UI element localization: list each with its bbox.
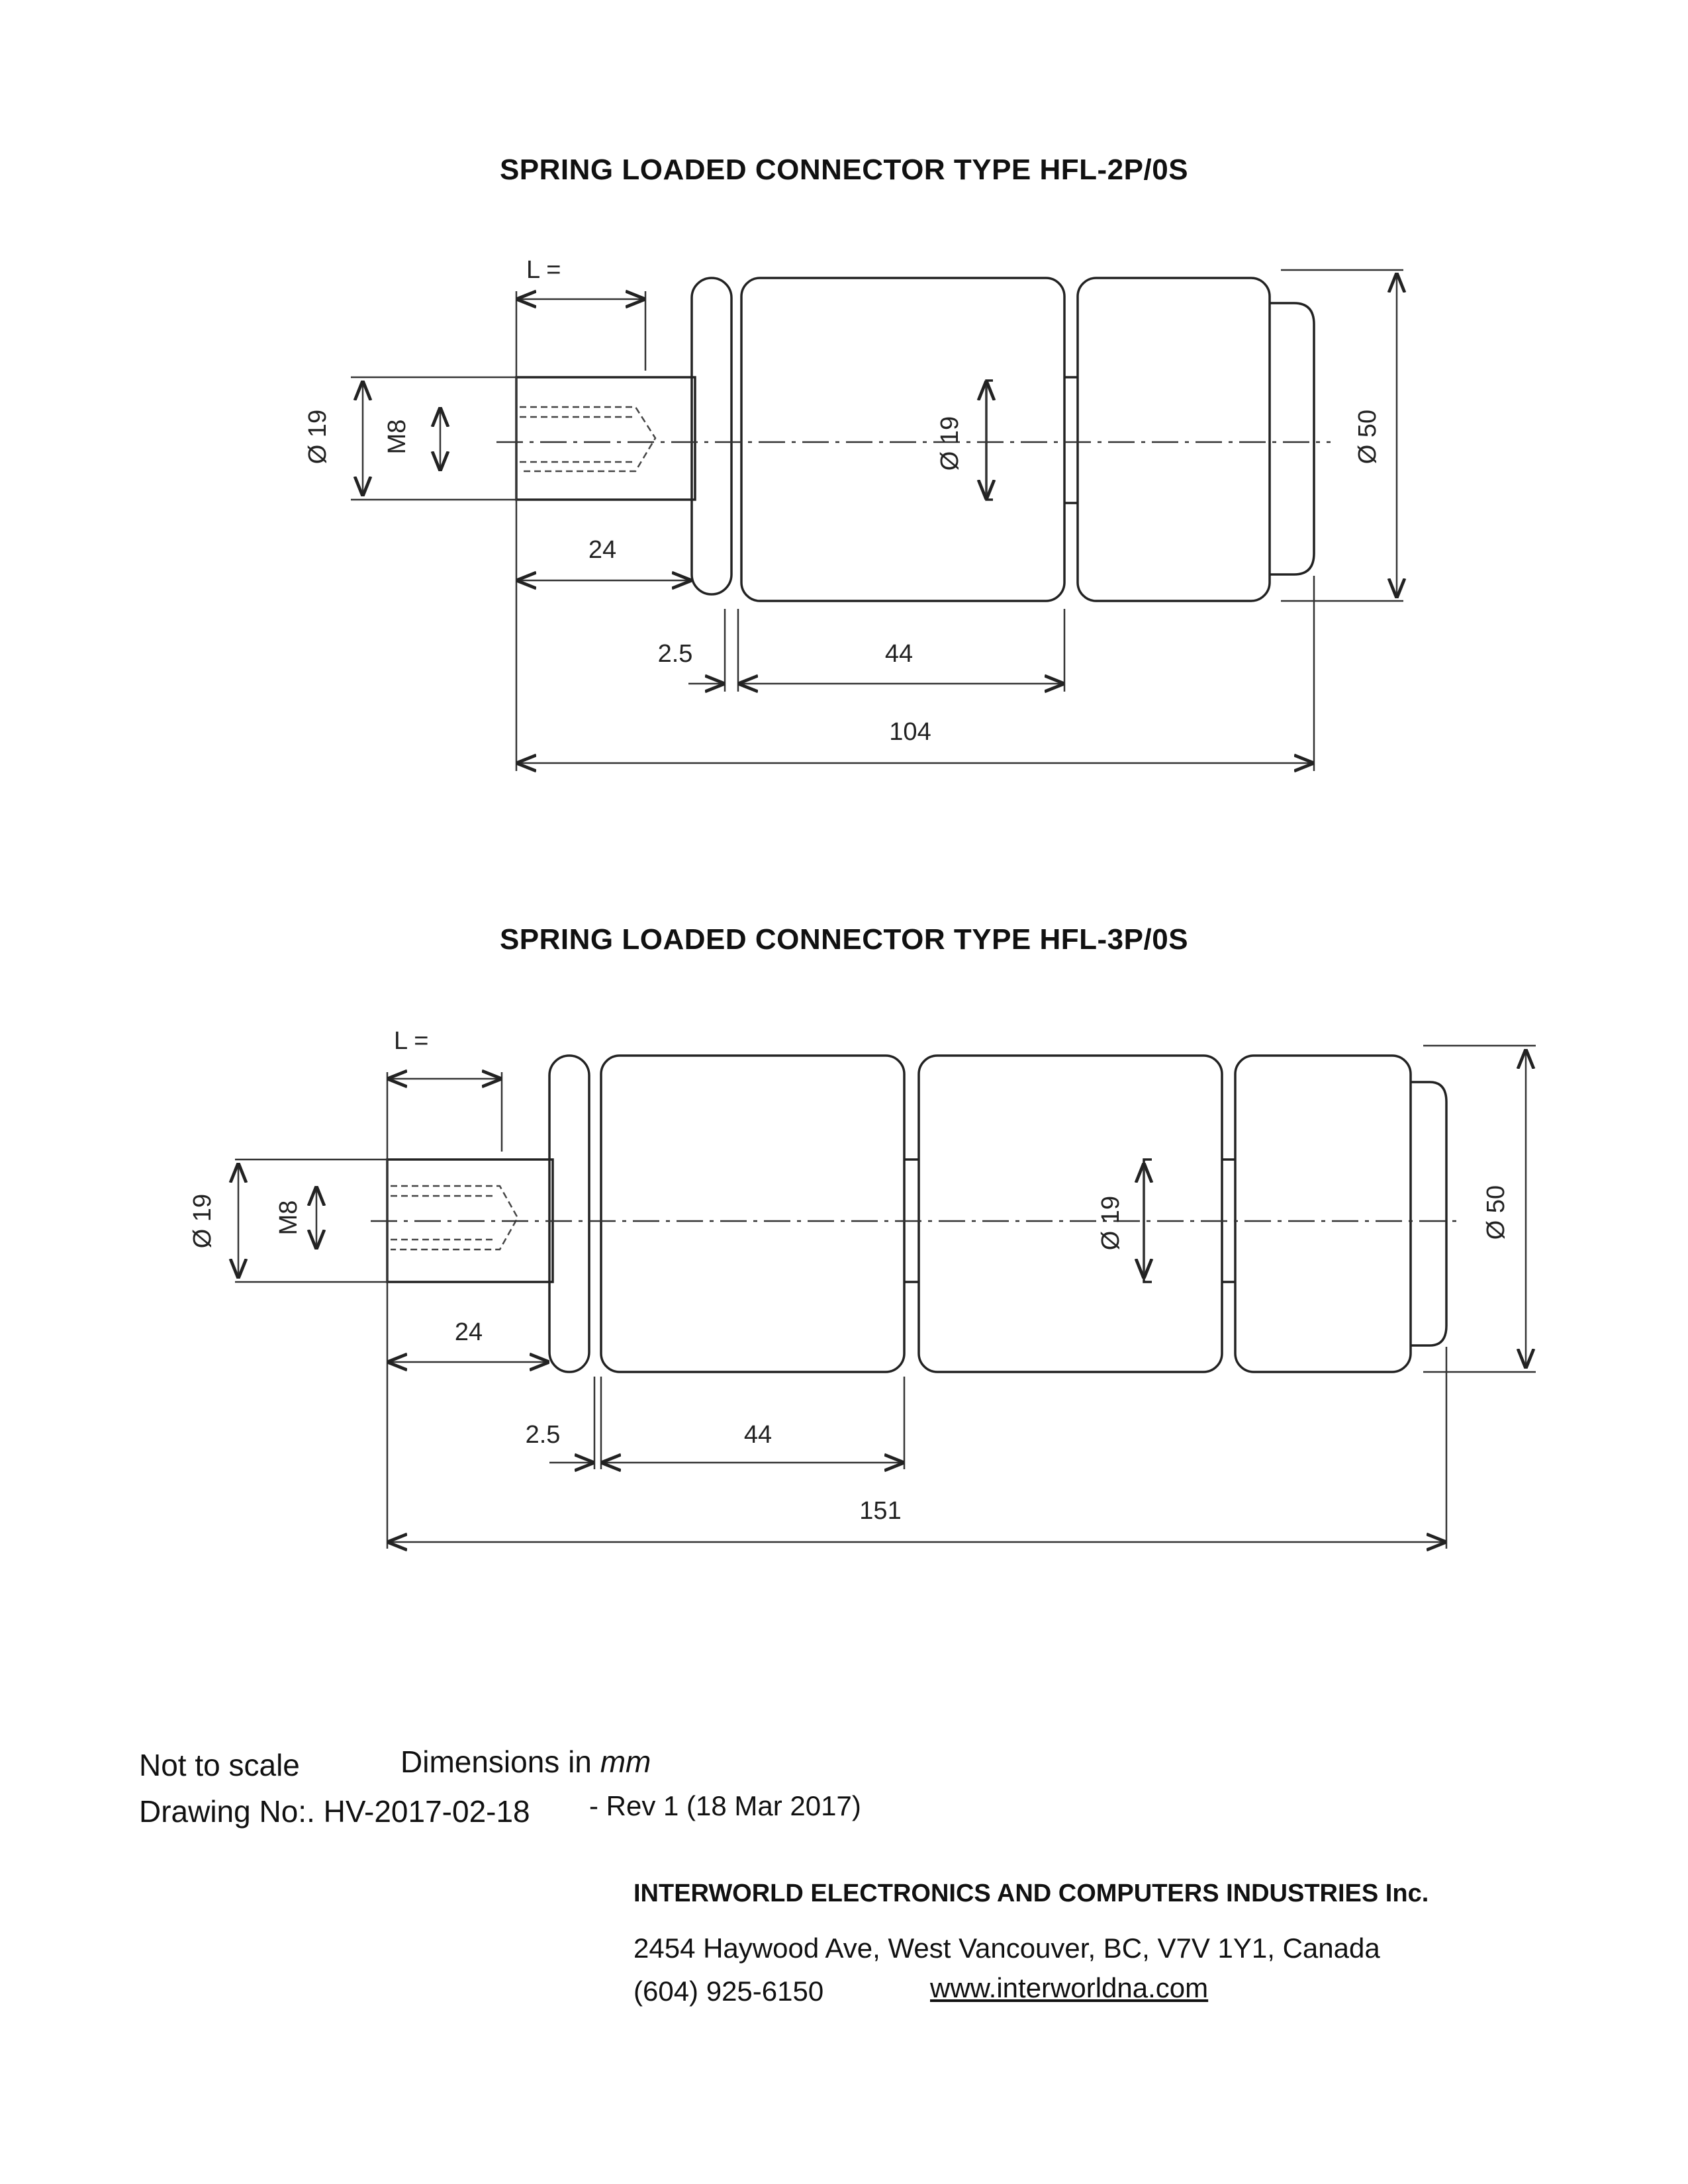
label-body: 44 xyxy=(884,640,914,668)
dimensions-unit: mm xyxy=(600,1745,651,1779)
label-thread: M8 xyxy=(275,1200,303,1236)
drawing-number: Drawing No:. HV-2017-02-18 xyxy=(139,1794,530,1829)
inner-bore xyxy=(986,381,993,500)
label-thread: M8 xyxy=(383,419,411,455)
label-flange: 2.5 xyxy=(525,1421,561,1449)
dimensions-prefix: Dimensions in xyxy=(400,1745,600,1779)
company-website-link[interactable]: www.interworldna.com xyxy=(930,1972,1209,2003)
scale-note: Not to scale xyxy=(139,1748,300,1782)
flange xyxy=(692,278,731,594)
stud xyxy=(516,377,695,500)
company-phone: (604) 925-6150 xyxy=(633,1976,824,2007)
label-overall: 104 xyxy=(889,718,931,746)
label-dia-left: Ø 19 xyxy=(189,1193,216,1249)
drawing-2-title: SPRING LOADED CONNECTOR TYPE HFL-3P/0S xyxy=(499,923,1189,956)
insulator-section-2 xyxy=(919,1056,1222,1372)
end-cap xyxy=(1270,303,1314,574)
company-address: 2454 Haywood Ave, West Vancouver, BC, V7V 1Y1, Canada xyxy=(633,1933,1380,1964)
end-cap xyxy=(1411,1082,1446,1345)
label-stud: 24 xyxy=(454,1318,483,1346)
insulator-section xyxy=(741,278,1064,601)
drawing-hfl-3p xyxy=(0,781,1688,1575)
label-dia-right: Ø 50 xyxy=(1354,409,1382,465)
label-l: L = xyxy=(394,1027,429,1055)
label-overall: 151 xyxy=(859,1497,902,1525)
insulator-section-1 xyxy=(601,1056,904,1372)
label-body: 44 xyxy=(743,1421,773,1449)
revision: - Rev 1 (18 Mar 2017) xyxy=(589,1790,861,1821)
label-flange: 2.5 xyxy=(657,640,693,668)
company-name: INTERWORLD ELECTRONICS AND COMPUTERS INDUSTRIES Inc. xyxy=(633,1880,1429,1907)
flange xyxy=(549,1056,589,1372)
label-l: L = xyxy=(526,256,561,284)
drawing-1-title: SPRING LOADED CONNECTOR TYPE HFL-2P/0S xyxy=(499,154,1189,186)
label-dia-mid: Ø 19 xyxy=(1097,1195,1125,1251)
end-section xyxy=(1078,278,1270,601)
label-stud: 24 xyxy=(588,536,617,564)
dimensions-note xyxy=(400,1744,651,1780)
end-section xyxy=(1235,1056,1411,1372)
label-dia-right: Ø 50 xyxy=(1482,1185,1510,1240)
label-dia-left: Ø 19 xyxy=(304,409,332,465)
label-dia-mid: Ø 19 xyxy=(936,416,964,471)
drawing-hfl-2p xyxy=(0,0,1688,794)
